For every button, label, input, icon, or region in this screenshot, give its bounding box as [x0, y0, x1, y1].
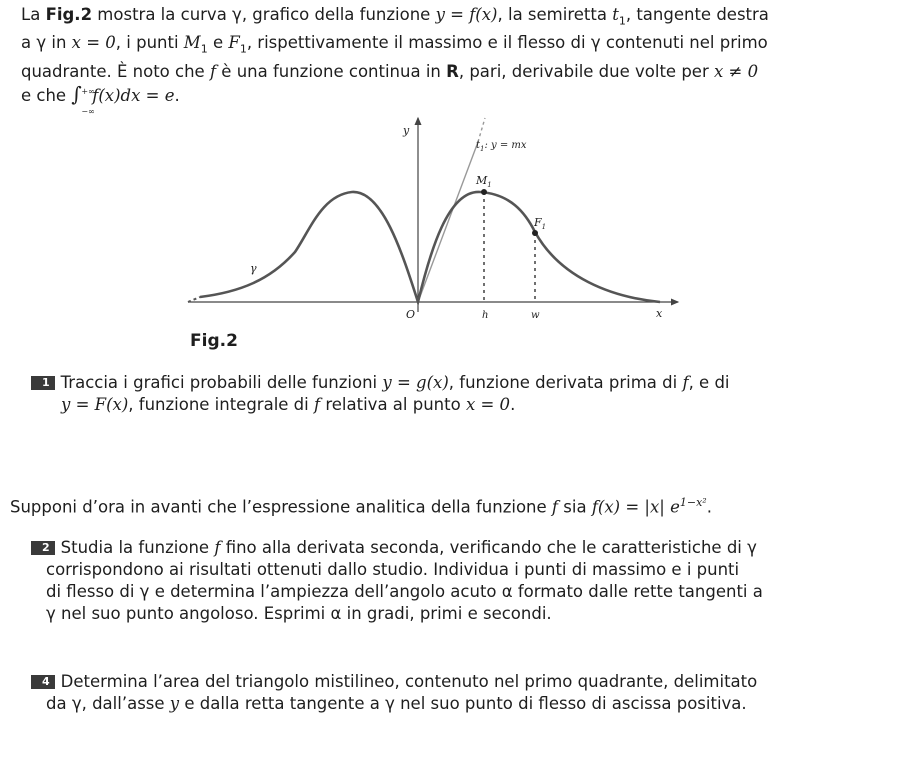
intro-paragraph: La Fig.2 mostra la curva γ, grafico della funzione y = f(x), la semiretta $t_1$, tangente destra a γ in x = 0, i punti $M_1$ e $F_1$, rispettivamente il massimo e il flesso di γ contenuti nel primo quadrante. È noto che f è una funzione continua in R, pari, derivabile due volte per x ≠ 0 e che ∫ +∞ −∞ f(x)dx = e. [21, 5, 769, 116]
figure-caption: Fig.2 [190, 331, 238, 351]
point-M1 [481, 189, 487, 195]
point-M1-label: $M_1$ [476, 174, 492, 189]
curve-gamma-label: γ [250, 262, 257, 275]
function-graph [180, 112, 700, 340]
tick-label-w: w [531, 310, 540, 321]
tick-label-h: h [482, 310, 489, 321]
question-badge: 1 [31, 376, 55, 390]
integral-sign: ∫ +∞ −∞ [71, 81, 95, 116]
point-F1 [532, 230, 538, 236]
curve-gamma [200, 192, 660, 302]
tangent-line-t1 [418, 142, 478, 302]
assumption-line: Supponi d’ora in avanti che l’espressione analitica della funzione f sia f(x) = |x| $e^{1-x^2}$. [10, 496, 712, 517]
question-2: 2 Studia la funzione f fino alla derivata seconda, verificando che le caratteristiche di γ corrispondono ai risultati ottenuti dallo studio. Individua i punti di massimo e i punti di flesso di γ e determina l’ampiezza dell’angolo acuto α formato dalle rette tangenti a γ nel suo punto angoloso. Esprimi α in gradi, primi e secondi. [31, 537, 861, 625]
origin-label: O [406, 308, 416, 321]
point-F1-label: $F_1$ [534, 216, 547, 231]
question-4: 4 Determina l’area del triangolo mistilineo, contenuto nel primo quadrante, delimitato da γ, dall’asse y e dalla retta tangente a γ nel suo punto di flesso di ascissa positiva. [31, 671, 861, 715]
tangent-label: $t_1$: y = mx [476, 140, 527, 153]
question-badge: 2 [31, 541, 55, 555]
y-axis-label: y [403, 124, 410, 137]
question-1: 1 Traccia i grafici probabili delle funzioni y = g(x), funzione derivata prima di f, e di y = F(x), funzione integrale di f relativa al punto x = 0. [31, 372, 861, 416]
question-badge: 4 [31, 675, 55, 689]
fig-reference: Fig.2 [45, 5, 93, 24]
x-axis-label: x [656, 307, 663, 320]
